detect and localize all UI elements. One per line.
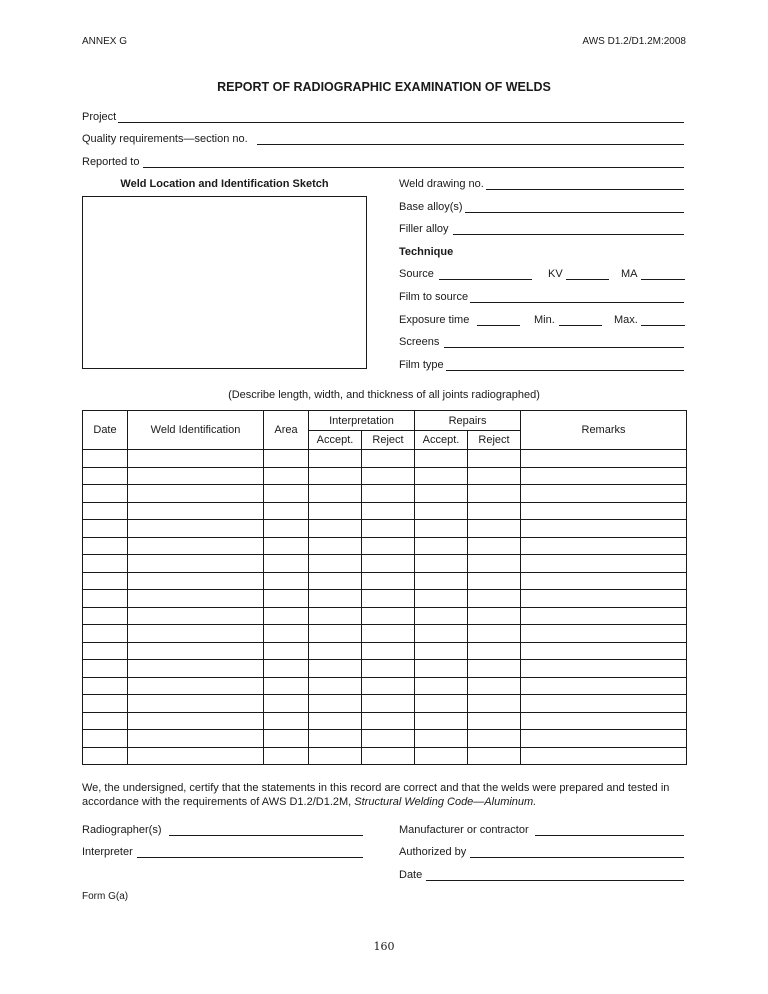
table-row xyxy=(83,520,687,538)
table-cell[interactable] xyxy=(83,502,128,520)
table-row xyxy=(83,660,687,678)
table-cell[interactable] xyxy=(468,730,521,748)
table-cell[interactable] xyxy=(415,747,468,765)
source-label: Source xyxy=(399,268,434,280)
table-cell[interactable] xyxy=(468,607,521,625)
table-cell[interactable] xyxy=(309,625,362,643)
table-cell[interactable] xyxy=(309,485,362,503)
base-alloy-label: Base alloy(s) xyxy=(399,201,463,213)
table-cell[interactable] xyxy=(362,730,415,748)
table-cell[interactable] xyxy=(309,555,362,573)
manufacturer-field[interactable] xyxy=(535,835,684,836)
film-type-field[interactable] xyxy=(446,370,684,371)
certification-text xyxy=(82,781,686,809)
table-cell[interactable] xyxy=(83,712,128,730)
interpreter-label: Interpreter xyxy=(82,846,133,858)
table-cell[interactable] xyxy=(415,695,468,713)
table-row xyxy=(83,607,687,625)
table-cell[interactable] xyxy=(83,730,128,748)
page-number: 160 xyxy=(373,940,395,953)
table-cell[interactable] xyxy=(362,555,415,573)
table-cell[interactable] xyxy=(521,607,687,625)
group-interpretation: Interpretation xyxy=(309,411,415,431)
authorized-by-label: Authorized by xyxy=(399,846,467,858)
film-to-source-label: Film to source xyxy=(399,291,469,303)
table-cell[interactable] xyxy=(468,590,521,608)
results-table xyxy=(82,410,687,765)
table-cell[interactable] xyxy=(521,520,687,538)
max-label: Max. xyxy=(614,314,638,326)
table-cell[interactable] xyxy=(468,677,521,695)
date-field[interactable] xyxy=(426,880,684,881)
table-cell[interactable] xyxy=(415,467,468,485)
table-cell[interactable] xyxy=(415,485,468,503)
table-cell[interactable] xyxy=(362,537,415,555)
certification-statement: We, the undersigned, certify that the statements in this record are correct and that the welds were prepared and tested in accordance with the requirements of AWS D1.2/D1.2M, xyxy=(82,782,670,808)
table-cell[interactable] xyxy=(128,572,264,590)
table-cell[interactable] xyxy=(362,450,415,468)
table-cell[interactable] xyxy=(264,537,309,555)
exposure-time-label: Exposure time xyxy=(399,314,470,326)
table-cell[interactable] xyxy=(468,642,521,660)
table-cell[interactable] xyxy=(521,467,687,485)
table-cell[interactable] xyxy=(362,520,415,538)
table-cell[interactable] xyxy=(415,450,468,468)
table-cell[interactable] xyxy=(128,730,264,748)
ma-field[interactable] xyxy=(641,279,685,280)
table-cell[interactable] xyxy=(309,450,362,468)
table-cell[interactable] xyxy=(83,485,128,503)
table-cell[interactable] xyxy=(83,747,128,765)
table-cell[interactable] xyxy=(309,537,362,555)
table-row xyxy=(83,730,687,748)
table-cell[interactable] xyxy=(128,607,264,625)
col-date: Date xyxy=(83,411,128,450)
group-repairs: Repairs xyxy=(415,411,521,431)
table-cell[interactable] xyxy=(468,695,521,713)
table-cell[interactable] xyxy=(309,712,362,730)
table-cell[interactable] xyxy=(415,555,468,573)
table-cell[interactable] xyxy=(468,450,521,468)
table-cell[interactable] xyxy=(362,712,415,730)
weld-drawing-label: Weld drawing no. xyxy=(399,178,484,190)
quality-field[interactable] xyxy=(257,144,684,145)
table-cell[interactable] xyxy=(521,695,687,713)
table-cell[interactable] xyxy=(415,607,468,625)
table-cell[interactable] xyxy=(128,537,264,555)
table-cell[interactable] xyxy=(83,537,128,555)
min-field[interactable] xyxy=(559,325,602,326)
base-alloy-field[interactable] xyxy=(465,212,684,213)
table-row xyxy=(83,747,687,765)
table-cell[interactable] xyxy=(521,502,687,520)
table-cell[interactable] xyxy=(83,660,128,678)
table-cell[interactable] xyxy=(309,747,362,765)
table-cell[interactable] xyxy=(128,590,264,608)
screens-label: Screens xyxy=(399,336,440,348)
table-cell[interactable] xyxy=(468,625,521,643)
table-cell[interactable] xyxy=(362,590,415,608)
table-cell[interactable] xyxy=(415,520,468,538)
table-cell[interactable] xyxy=(521,590,687,608)
table-row xyxy=(83,502,687,520)
quality-label: Quality requirements—section no. xyxy=(82,133,248,145)
table-cell[interactable] xyxy=(415,537,468,555)
col-weld-identification: Weld Identification xyxy=(128,411,264,450)
table-cell[interactable] xyxy=(521,555,687,573)
table-cell[interactable] xyxy=(415,625,468,643)
form-id: Form G(a) xyxy=(82,891,129,902)
table-cell[interactable] xyxy=(83,520,128,538)
interpreter-field[interactable] xyxy=(137,857,363,858)
table-cell[interactable] xyxy=(264,695,309,713)
kv-label: KV xyxy=(548,268,563,280)
table-cell[interactable] xyxy=(309,502,362,520)
table-cell[interactable] xyxy=(468,555,521,573)
table-row xyxy=(83,677,687,695)
table-cell[interactable] xyxy=(415,572,468,590)
code-title: Structural Welding Code—Aluminum. xyxy=(354,796,537,808)
exposure-time-field[interactable] xyxy=(477,325,520,326)
radiographer-label: Radiographer(s) xyxy=(82,824,162,836)
manufacturer-label: Manufacturer or contractor xyxy=(399,824,529,836)
table-cell[interactable] xyxy=(309,467,362,485)
table-cell[interactable] xyxy=(264,502,309,520)
table-cell[interactable] xyxy=(468,502,521,520)
table-cell[interactable] xyxy=(128,747,264,765)
table-cell[interactable] xyxy=(468,712,521,730)
reported-to-label: Reported to xyxy=(82,156,140,168)
table-cell[interactable] xyxy=(128,625,264,643)
table-cell[interactable] xyxy=(264,730,309,748)
table-cell[interactable] xyxy=(362,625,415,643)
filler-alloy-label: Filler alloy xyxy=(399,223,449,235)
table-row xyxy=(83,695,687,713)
table-cell[interactable] xyxy=(309,520,362,538)
table-cell[interactable] xyxy=(415,502,468,520)
table-cell[interactable] xyxy=(362,695,415,713)
screens-field[interactable] xyxy=(444,347,684,348)
table-row xyxy=(83,467,687,485)
table-cell[interactable] xyxy=(468,660,521,678)
table-cell[interactable] xyxy=(83,450,128,468)
min-label: Min. xyxy=(534,314,555,326)
col-repair-accept: Accept. xyxy=(415,431,468,450)
table-cell[interactable] xyxy=(83,572,128,590)
table-cell[interactable] xyxy=(362,747,415,765)
table-cell[interactable] xyxy=(415,730,468,748)
table-cell[interactable] xyxy=(415,677,468,695)
table-cell[interactable] xyxy=(264,625,309,643)
table-cell[interactable] xyxy=(521,712,687,730)
table-cell[interactable] xyxy=(468,747,521,765)
technique-heading: Technique xyxy=(399,246,454,258)
table-row xyxy=(83,537,687,555)
table-row xyxy=(83,712,687,730)
sketch-box[interactable] xyxy=(82,196,367,369)
source-field[interactable] xyxy=(439,279,532,280)
table-cell[interactable] xyxy=(521,450,687,468)
table-cell[interactable] xyxy=(128,467,264,485)
table-cell[interactable] xyxy=(362,502,415,520)
table-row xyxy=(83,450,687,468)
table-cell[interactable] xyxy=(309,572,362,590)
table-cell[interactable] xyxy=(362,660,415,678)
table-cell[interactable] xyxy=(264,642,309,660)
table-cell[interactable] xyxy=(309,607,362,625)
project-label: Project xyxy=(82,111,117,123)
table-row xyxy=(83,485,687,503)
sketch-label: Weld Location and Identification Sketch xyxy=(120,178,329,190)
table-cell[interactable] xyxy=(264,607,309,625)
table-cell[interactable] xyxy=(264,660,309,678)
authorized-by-field[interactable] xyxy=(470,857,684,858)
table-cell[interactable] xyxy=(83,555,128,573)
table-cell[interactable] xyxy=(415,660,468,678)
table-cell[interactable] xyxy=(128,695,264,713)
table-cell[interactable] xyxy=(128,712,264,730)
table-cell[interactable] xyxy=(309,590,362,608)
table-cell[interactable] xyxy=(415,642,468,660)
table-cell[interactable] xyxy=(521,485,687,503)
table-cell[interactable] xyxy=(309,695,362,713)
table-cell[interactable] xyxy=(83,625,128,643)
reported-to-field[interactable] xyxy=(143,167,684,168)
table-cell[interactable] xyxy=(521,660,687,678)
table-cell[interactable] xyxy=(264,485,309,503)
table-cell[interactable] xyxy=(309,677,362,695)
table-cell[interactable] xyxy=(521,730,687,748)
col-remarks: Remarks xyxy=(521,411,687,450)
table-cell[interactable] xyxy=(309,730,362,748)
table-cell[interactable] xyxy=(521,677,687,695)
table-cell[interactable] xyxy=(264,572,309,590)
annex-label: ANNEX G xyxy=(82,36,128,47)
table-row xyxy=(83,555,687,573)
table-cell[interactable] xyxy=(521,537,687,555)
table-cell[interactable] xyxy=(264,467,309,485)
table-cell[interactable] xyxy=(468,572,521,590)
table-cell[interactable] xyxy=(362,485,415,503)
table-row xyxy=(83,572,687,590)
table-cell[interactable] xyxy=(415,712,468,730)
table-cell[interactable] xyxy=(128,555,264,573)
table-cell[interactable] xyxy=(128,502,264,520)
page-title: REPORT OF RADIOGRAPHIC EXAMINATION OF WELDS xyxy=(217,80,551,94)
table-cell[interactable] xyxy=(362,572,415,590)
table-cell[interactable] xyxy=(521,572,687,590)
table-cell[interactable] xyxy=(264,747,309,765)
table-cell[interactable] xyxy=(468,537,521,555)
table-cell[interactable] xyxy=(362,677,415,695)
date-label: Date xyxy=(399,869,423,881)
table-cell[interactable] xyxy=(415,590,468,608)
table-cell[interactable] xyxy=(521,642,687,660)
table-cell[interactable] xyxy=(468,520,521,538)
table-cell[interactable] xyxy=(309,642,362,660)
filler-alloy-field[interactable] xyxy=(453,234,684,235)
kv-field[interactable] xyxy=(566,279,609,280)
table-cell[interactable] xyxy=(128,520,264,538)
project-field[interactable] xyxy=(118,122,684,123)
table-cell[interactable] xyxy=(309,660,362,678)
table-cell[interactable] xyxy=(264,712,309,730)
table-cell[interactable] xyxy=(83,590,128,608)
film-type-label: Film type xyxy=(399,359,444,371)
col-interp-reject: Reject xyxy=(362,431,415,450)
table-cell[interactable] xyxy=(128,660,264,678)
table-cell[interactable] xyxy=(83,607,128,625)
table-cell[interactable] xyxy=(362,642,415,660)
table-cell[interactable] xyxy=(521,625,687,643)
radiographer-field[interactable] xyxy=(169,835,363,836)
table-cell[interactable] xyxy=(468,485,521,503)
table-cell[interactable] xyxy=(264,520,309,538)
table-cell[interactable] xyxy=(362,467,415,485)
max-field[interactable] xyxy=(641,325,685,326)
table-row xyxy=(83,590,687,608)
col-interp-accept: Accept. xyxy=(309,431,362,450)
table-cell[interactable] xyxy=(128,642,264,660)
table-cell[interactable] xyxy=(264,450,309,468)
table-cell[interactable] xyxy=(468,467,521,485)
table-cell[interactable] xyxy=(83,677,128,695)
table-row xyxy=(83,642,687,660)
weld-drawing-field[interactable] xyxy=(486,189,684,190)
table-cell[interactable] xyxy=(128,677,264,695)
table-cell[interactable] xyxy=(128,485,264,503)
table-cell[interactable] xyxy=(83,642,128,660)
table-cell[interactable] xyxy=(521,747,687,765)
table-cell[interactable] xyxy=(83,695,128,713)
film-to-source-field[interactable] xyxy=(470,302,684,303)
table-row xyxy=(83,625,687,643)
ma-label: MA xyxy=(621,268,638,280)
standard-code: AWS D1.2/D1.2M:2008 xyxy=(582,36,686,47)
table-cell[interactable] xyxy=(362,607,415,625)
table-cell[interactable] xyxy=(83,467,128,485)
table-cell[interactable] xyxy=(264,677,309,695)
table-cell[interactable] xyxy=(128,450,264,468)
table-cell[interactable] xyxy=(264,555,309,573)
col-repair-reject: Reject xyxy=(468,431,521,450)
table-cell[interactable] xyxy=(264,590,309,608)
describe-note: (Describe length, width, and thickness of all joints radiographed) xyxy=(228,389,540,401)
col-area: Area xyxy=(264,411,309,450)
